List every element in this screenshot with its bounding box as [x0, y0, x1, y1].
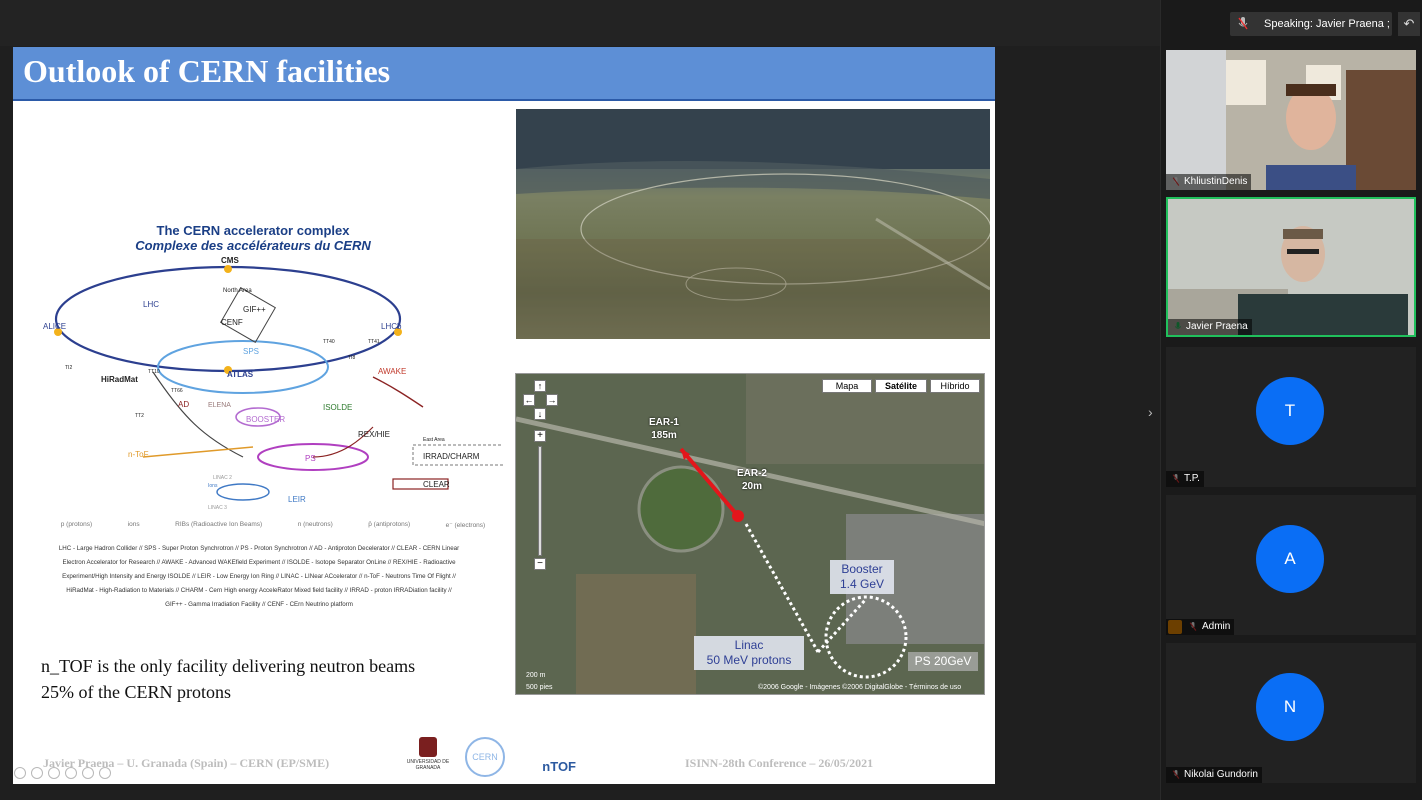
cms-point	[224, 265, 232, 273]
diagram-label: ISOLDE	[323, 403, 353, 412]
diagram-label: n-ToF	[128, 450, 149, 459]
speaking-label: Speaking: Javier Praena ;	[1264, 18, 1390, 30]
diagram-label: TT41	[368, 339, 380, 345]
diagram-label: LHCb	[381, 322, 402, 331]
legend-item: ions	[127, 521, 140, 528]
cern-logo: CERN	[465, 737, 505, 777]
ps-label: PS 20GeV	[908, 652, 978, 671]
slide-summary	[41, 653, 415, 705]
cern-accelerator-diagram	[43, 257, 503, 527]
map-scale-m: 200 m	[526, 672, 546, 679]
legend-item: RIBs (Radioactive Ion Beams)	[175, 521, 263, 528]
diagram-label: CLEAR	[423, 480, 450, 489]
participant-tile[interactable]	[1166, 347, 1416, 487]
diagram-label: ALICE	[43, 322, 67, 331]
participant-name: T.P.	[1166, 471, 1204, 487]
participant-video	[1166, 50, 1416, 190]
diagram-label: REX/HIE	[358, 430, 391, 439]
map-type-satelite[interactable]: Satélite	[875, 379, 927, 393]
participant-name: Nikolai Gundorin	[1166, 767, 1262, 783]
mic-muted-icon	[1238, 17, 1248, 31]
diagram-label: IRRAD/CHARM	[423, 452, 480, 461]
diagram-label: CENF	[221, 318, 243, 327]
acronym-line: LHC - Large Hadron Collider // SPS - Super Proton Synchrotron // PS - Proton Synchrotron // AD - Antiproton Decelerator // CLEAR - CERN Linear	[58, 545, 460, 552]
ugr-logo	[406, 737, 450, 777]
aerial-photo	[516, 109, 990, 339]
pen-icon[interactable]	[48, 767, 60, 779]
diagram-label: BOOSTER	[246, 415, 286, 424]
more-icon[interactable]	[99, 767, 111, 779]
diagram-label: PS	[305, 454, 316, 463]
zoom-icon[interactable]	[65, 767, 77, 779]
exit-fullscreen-icon[interactable]: ↶	[1398, 12, 1420, 36]
ear1-label: EAR-1 185m	[648, 417, 679, 441]
diagram-label: LHC	[143, 300, 160, 309]
diagram-label: North Area	[223, 288, 252, 294]
diagram-label: ELENA	[208, 402, 231, 409]
diagram-label: LEIR	[288, 495, 306, 504]
participant-video	[1168, 199, 1414, 335]
diagram-title-fr: Complexe des accélérateurs du CERN	[135, 238, 371, 253]
diagram-label: Ions	[208, 483, 218, 489]
map-credit: ©2006 Google - Imágenes ©2006 DigitalGlobe - Términos de uso	[758, 684, 962, 691]
diagram-label: HiRadMat	[101, 375, 138, 384]
participant-name: Admin	[1166, 619, 1234, 635]
acronym-line: Experiment/High Intensity and Energy ISOLDE // LEIR - Low Energy Ion Ring // LINAC - LINear ACcelerator // n-ToF - Neutrons Time Of Flight //	[62, 573, 456, 580]
slide-title: Outlook of CERN facilities	[23, 53, 391, 89]
diagram-label: AWAKE	[378, 367, 407, 376]
legend-item: p̄ (antiprotons)	[368, 521, 411, 528]
participant-tile-active[interactable]	[1166, 197, 1416, 337]
participant-name: Javier Praena	[1168, 319, 1252, 335]
legend-item: p (protons)	[60, 521, 93, 528]
participant-name: KhliustinDenis	[1166, 174, 1251, 190]
presentation-slide	[13, 47, 995, 784]
booster-label: Booster 1.4 GeV	[830, 560, 894, 594]
top-bar	[0, 0, 1160, 46]
map-zoom-control[interactable]: ↑ ← → ↓ + −	[524, 381, 557, 569]
diagram-title-en: The CERN accelerator complex	[156, 223, 350, 238]
ugr-crest-icon	[419, 737, 437, 757]
panel-collapse-icon[interactable]: ›	[1148, 404, 1153, 420]
participant-avatar: N	[1256, 673, 1324, 741]
map-type-hibrido[interactable]: Híbrido	[930, 379, 980, 393]
participant-tile[interactable]	[1166, 495, 1416, 635]
satellite-map[interactable]	[515, 373, 985, 695]
map-type-mapa[interactable]: Mapa	[822, 379, 872, 393]
ear2-label: EAR-2 20m	[736, 468, 767, 492]
participant-tile[interactable]	[1166, 643, 1416, 783]
zoom-out-button[interactable]: −	[534, 558, 546, 570]
acronym-line: Electron Accelerator for Research // AWAKE - Advanced WAKEfield Experiment // ISOLDE - Isotope Separator OnLine // REX/HIE - Radioactive	[62, 559, 456, 566]
slide-title-bar	[13, 47, 995, 101]
linac-label: Linac 50 MeV protons	[694, 636, 804, 670]
summary-line-1: n_TOF is the only facility delivering neutron beams	[41, 656, 416, 676]
footer-author: Javier Praena – U. Granada (Spain) – CERN (EP/SME)	[43, 756, 330, 770]
diagram-label: East Area	[423, 437, 445, 443]
legend-item: n (neutrons)	[297, 521, 333, 528]
menu-icon[interactable]	[82, 767, 94, 779]
diagram-label: TT66	[171, 388, 183, 394]
awake-line	[373, 377, 423, 407]
prev-slide-icon[interactable]	[14, 767, 26, 779]
next-slide-icon[interactable]	[31, 767, 43, 779]
summary-line-2: 25% of the CERN protons	[41, 682, 231, 702]
diagram-label: GIF++	[243, 305, 266, 314]
slide-nav-controls[interactable]	[14, 766, 154, 782]
diagram-label: TT2	[135, 413, 144, 419]
diagram-label: ATLAS	[227, 370, 254, 379]
ugr-logo-text: UNIVERSIDAD DE GRANADA	[406, 759, 450, 771]
diagram-legend	[43, 521, 503, 529]
participant-avatar: A	[1256, 525, 1324, 593]
zoom-in-button[interactable]: +	[534, 430, 546, 442]
acronym-line: HiRadMat - High-Radiation to Materials // CHARM - Cern High energy AcceleRator Mixed field facility // IRRAD - proton IRRADiation facility //	[66, 587, 452, 594]
diagram-label: LINAC 3	[208, 505, 227, 511]
transfer-line	[153, 372, 243, 457]
participant-avatar: T	[1256, 377, 1324, 445]
legend-item: e⁻ (electrons)	[445, 522, 486, 529]
acronym-line: GIF++ - Gamma Irradiation Facility // CENF - CErn Neutrino platform	[165, 601, 353, 608]
diagram-label: TI2	[65, 365, 73, 371]
diagram-label: SPS	[243, 347, 260, 356]
leir-ring	[217, 484, 269, 500]
diagram-label: AD	[178, 400, 190, 409]
north-area-box	[221, 288, 276, 343]
map-scale-ft: 500 pies	[526, 684, 553, 691]
diagram-label: TT10	[148, 369, 160, 375]
diagram-label: CMS	[221, 257, 239, 265]
participant-tile[interactable]	[1166, 50, 1416, 190]
diagram-label: TI8	[348, 355, 356, 361]
ntof-line	[143, 447, 253, 457]
ntof-logo: nTOF	[542, 759, 576, 774]
diagram-label: LINAC 2	[213, 475, 232, 481]
footer-conference: ISINN-28th Conference – 26/05/2021	[685, 756, 874, 770]
diagram-label: TT40	[323, 339, 335, 345]
